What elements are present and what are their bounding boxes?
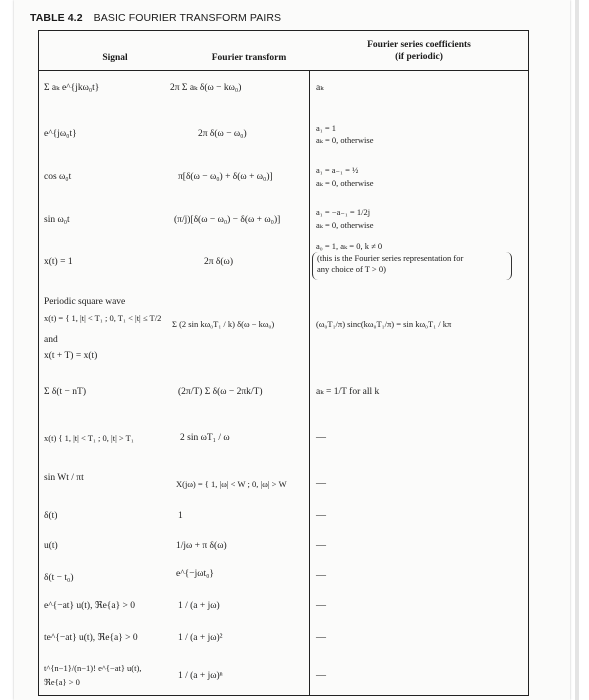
row-4-transform: 2π δ(ω)	[204, 257, 233, 267]
row-1-series: a₁ = 1	[316, 123, 337, 133]
row-14-signal: t^{n−1}/(n−1)! e^{−at} u(t),	[44, 663, 142, 673]
row-2-transform: π[δ(ω − ω₀) + δ(ω + ω₀)]	[178, 172, 273, 182]
row-11-transform: e^{−jωt₀}	[176, 569, 214, 579]
row-9-signal: δ(t)	[44, 511, 58, 521]
row-13-transform: 1 / (a + jω)²	[178, 633, 223, 643]
row-12-signal: e^{−at} u(t), ℜe{a} > 0	[44, 601, 135, 611]
row-4-signal: x(t) = 1	[44, 257, 73, 267]
row-0-series: aₖ	[316, 83, 324, 93]
row-2-series: a₁ = a₋₁ = ½	[316, 165, 359, 175]
row-1-signal: e^{jω₀t}	[44, 129, 77, 139]
row-4-note	[312, 252, 512, 280]
row-6-signal: Σ δ(t − nT)	[44, 387, 87, 397]
table-title-text: BASIC FOURIER TRANSFORM PAIRS	[93, 12, 282, 24]
page-edge	[575, 0, 579, 700]
scanned-page	[14, 0, 570, 700]
column-divider	[309, 70, 310, 696]
row-4-note-line1: (this is the Fourier series representation for	[317, 253, 464, 263]
row-5-signal4: x(t + T) = x(t)	[44, 351, 98, 361]
row-5-signal2: x(t) = { 1, |t| < T₁ ; 0, T₁ < |t| ≤ T/2	[44, 313, 162, 323]
row-14-transform: 1 / (a + jω)ⁿ	[178, 671, 223, 681]
row-9-transform: 1	[178, 511, 183, 521]
row-3-signal: sin ω₀t	[44, 215, 70, 225]
table-title	[30, 12, 281, 24]
row-0-signal: Σ aₖ e^{jkω₀t}	[44, 83, 100, 93]
row-13-signal: te^{−at} u(t), ℜe{a} > 0	[44, 633, 138, 643]
row-2-series2: aₖ = 0, otherwise	[316, 178, 374, 188]
row-12-series: —	[316, 600, 326, 611]
row-9-series: —	[316, 510, 326, 521]
row-10-transform: 1/jω + π δ(ω)	[176, 541, 227, 551]
row-7-series: —	[316, 432, 326, 443]
row-4-series: a₀ = 1, aₖ = 0, k ≠ 0	[316, 241, 383, 251]
row-8-signal: sin Wt / πt	[44, 473, 84, 483]
row-2-signal: cos ω₀t	[44, 172, 72, 182]
top-rule	[38, 30, 528, 31]
row-8-series: —	[316, 478, 326, 489]
row-3-transform: (π/j)[δ(ω − ω₀) − δ(ω + ω₀)]	[174, 215, 281, 225]
row-12-transform: 1 / (a + jω)	[178, 601, 220, 611]
row-5-signal3: and	[44, 335, 58, 345]
row-10-series: —	[316, 540, 326, 551]
row-4-note-line2: any choice of T > 0)	[317, 264, 386, 274]
row-14-series: —	[316, 670, 326, 681]
row-6-series: aₖ = 1/T for all k	[316, 387, 380, 397]
row-7-transform: 2 sin ωT₁ / ω	[180, 433, 230, 443]
row-11-signal: δ(t − t₀)	[44, 573, 74, 583]
row-8-transform: X(jω) = { 1, |ω| < W ; 0, |ω| > W	[176, 479, 287, 489]
row-5-signal: Periodic square wave	[44, 297, 126, 307]
header-transform: Fourier transform	[211, 53, 287, 63]
row-1-transform: 2π δ(ω − ω₀)	[198, 129, 247, 139]
row-1-series2: aₖ = 0, otherwise	[316, 135, 374, 145]
right-border	[528, 30, 529, 696]
left-border	[38, 30, 39, 696]
header-signal: Signal	[102, 53, 128, 63]
table-label: TABLE 4.2	[30, 12, 83, 24]
row-6-transform: (2π/T) Σ δ(ω − 2πk/T)	[178, 387, 263, 397]
row-10-signal: u(t)	[44, 541, 58, 551]
row-3-series: a₁ = −a₋₁ = 1/2j	[316, 207, 371, 217]
row-0-transform: 2π Σ aₖ δ(ω − kω₀)	[170, 83, 242, 93]
row-7-signal: x(t) { 1, |t| < T₁ ; 0, |t| > T₁	[44, 433, 134, 443]
row-3-series2: aₖ = 0, otherwise	[316, 220, 374, 230]
row-14-signal2: ℜe{a} > 0	[44, 677, 80, 687]
header-series-line1: Fourier series coefficients	[367, 40, 471, 50]
header-rule	[38, 70, 528, 71]
header-series-line2: (if periodic)	[395, 52, 443, 62]
bottom-rule	[38, 695, 528, 696]
row-13-series: —	[316, 632, 326, 643]
row-5-series: (ω₀T₁/π) sinc(kω₀T₁/π) = sin kω₀T₁ / kπ	[316, 319, 452, 329]
row-5-transform: Σ (2 sin kω₀T₁ / k) δ(ω − kω₀)	[172, 319, 275, 329]
row-11-series: —	[316, 570, 326, 581]
